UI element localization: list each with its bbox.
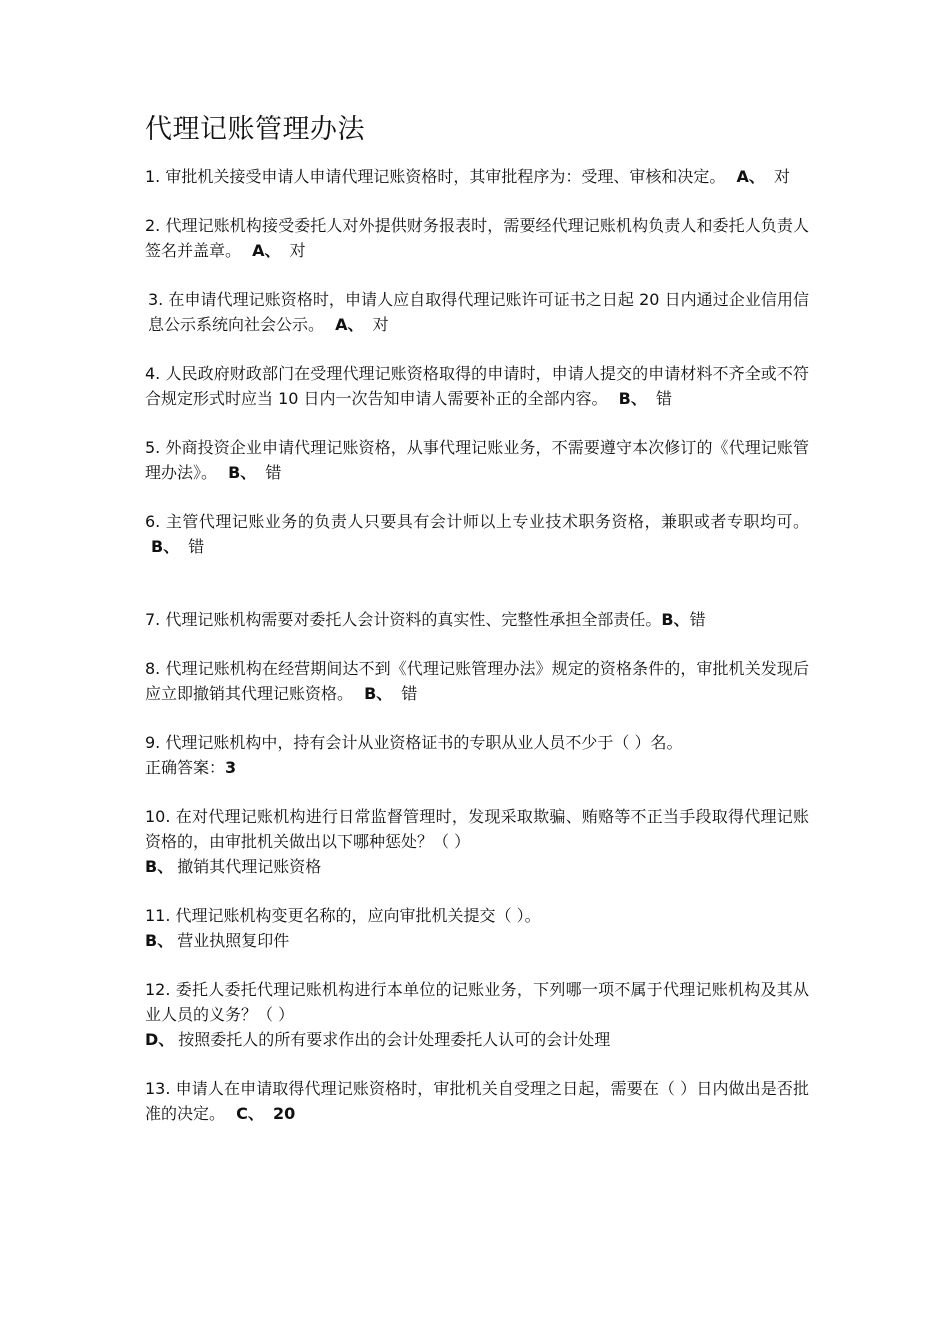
question-item-13 [145,1076,809,1126]
answer-letter: A、 [252,241,281,260]
question-item-5 [145,435,809,485]
document-title: 代理记账管理办法 [145,114,365,145]
question-text: 9. 代理记账机构中，持有会计从业资格证书的专职从业人员不少于（ ）名。 [145,733,683,752]
answer-letter: B、 [145,857,174,876]
question-text: 5. 外商投资企业申请代理记账资格，从事代理记账业务，不需要遵守本次修订的《代理记账管理办法》。 [145,438,809,482]
answer-text: 20 [272,1104,296,1123]
answer-letter: B、 [151,537,180,556]
question-item-2 [145,213,809,263]
answer-letter: B、 [364,684,393,703]
question-item-9 [145,730,809,780]
answer-text: 撤销其代理记账资格 [177,857,322,876]
answer-text: 对 [372,315,389,334]
question-text: 12. 委托人委托代理记账机构进行本单位的记账业务，下列哪一项不属于代理记账机构及其从业人员的义务？（ ） [145,980,809,1024]
question-item-4 [145,361,809,411]
answer-line [145,755,809,780]
question-text: 11. 代理记账机构变更名称的，应向审批机关提交（ ）。 [145,906,541,925]
question-text: 3. 在申请代理记账资格时，申请人应自取得代理记账许可证书之日起 20 日内通过企业信用信息公示系统向社会公示。 [148,290,809,334]
question-text: 10. 在对代理记账机构进行日常监督管理时，发现采取欺骗、贿赂等不正当手段取得代理记账资格的，由审批机关做出以下哪种惩处？（ ） [145,807,809,851]
answer-letter: B、 [145,931,174,950]
answer-letter: A、 [736,167,765,186]
question-text: 8. 代理记账机构在经营期间达不到《代理记账管理办法》规定的资格条件的，审批机关发现后应立即撤销其代理记账资格。 [145,659,809,703]
question-item-12 [145,977,809,1052]
answer-text: 错 [655,389,672,408]
answer-letter: A、 [335,315,364,334]
answer-prefix: 正确答案： [145,758,226,777]
answer-letter: B、 [618,389,647,408]
document-page [145,108,809,1150]
question-text: 2. 代理记账机构接受委托人对外提供财务报表时，需要经代理记账机构负责人和委托人负责人签名并盖章。 [145,216,809,260]
answer-text: 营业执照复印件 [177,931,290,950]
answer-text: 按照委托人的所有要求作出的会计处理委托人认可的会计处理 [178,1030,611,1049]
answer-text: 对 [773,167,790,186]
question-item-8 [145,656,809,706]
answer-line [145,854,809,879]
answer-line [145,928,809,953]
question-text: 4. 人民政府财政部门在受理代理记账资格取得的申请时，申请人提交的申请材料不齐全或不符合规定形式时应当 10 日内一次告知申请人需要补正的全部内容。 [145,364,809,408]
answer-letter: C、 [236,1104,264,1123]
answer-letter: B、 [228,463,257,482]
answer-text: 错 [689,610,706,629]
answer-letter: D、 [145,1030,175,1049]
answer-letter: B、 [661,610,690,629]
question-text: 13. 申请人在申请取得代理记账资格时，审批机关自受理之日起，需要在（ ）日内做出是否批准的决定。 [145,1079,809,1123]
question-item-7 [145,607,809,632]
question-text: 6. 主管代理记账业务的负责人只要具有会计师以上专业技术职务资格，兼职或者专职均可。 [145,512,809,531]
question-item-10 [145,804,809,879]
question-item-1 [145,164,809,189]
answer-text: 对 [289,241,306,260]
question-text: 7. 代理记账机构需要对委托人会计资料的真实性、完整性承担全部责任。 [145,610,662,629]
question-text: 1. 审批机关接受申请人申请代理记账资格时，其审批程序为：受理、审核和决定。 [145,167,726,186]
question-item-11 [145,903,809,953]
answer-text: 错 [265,463,282,482]
question-item-3 [145,287,809,337]
answer-letter: 3 [225,758,237,777]
answer-line [145,1027,809,1052]
answer-text: 错 [401,684,418,703]
answer-text: 错 [188,537,205,556]
question-item-6 [145,509,809,559]
